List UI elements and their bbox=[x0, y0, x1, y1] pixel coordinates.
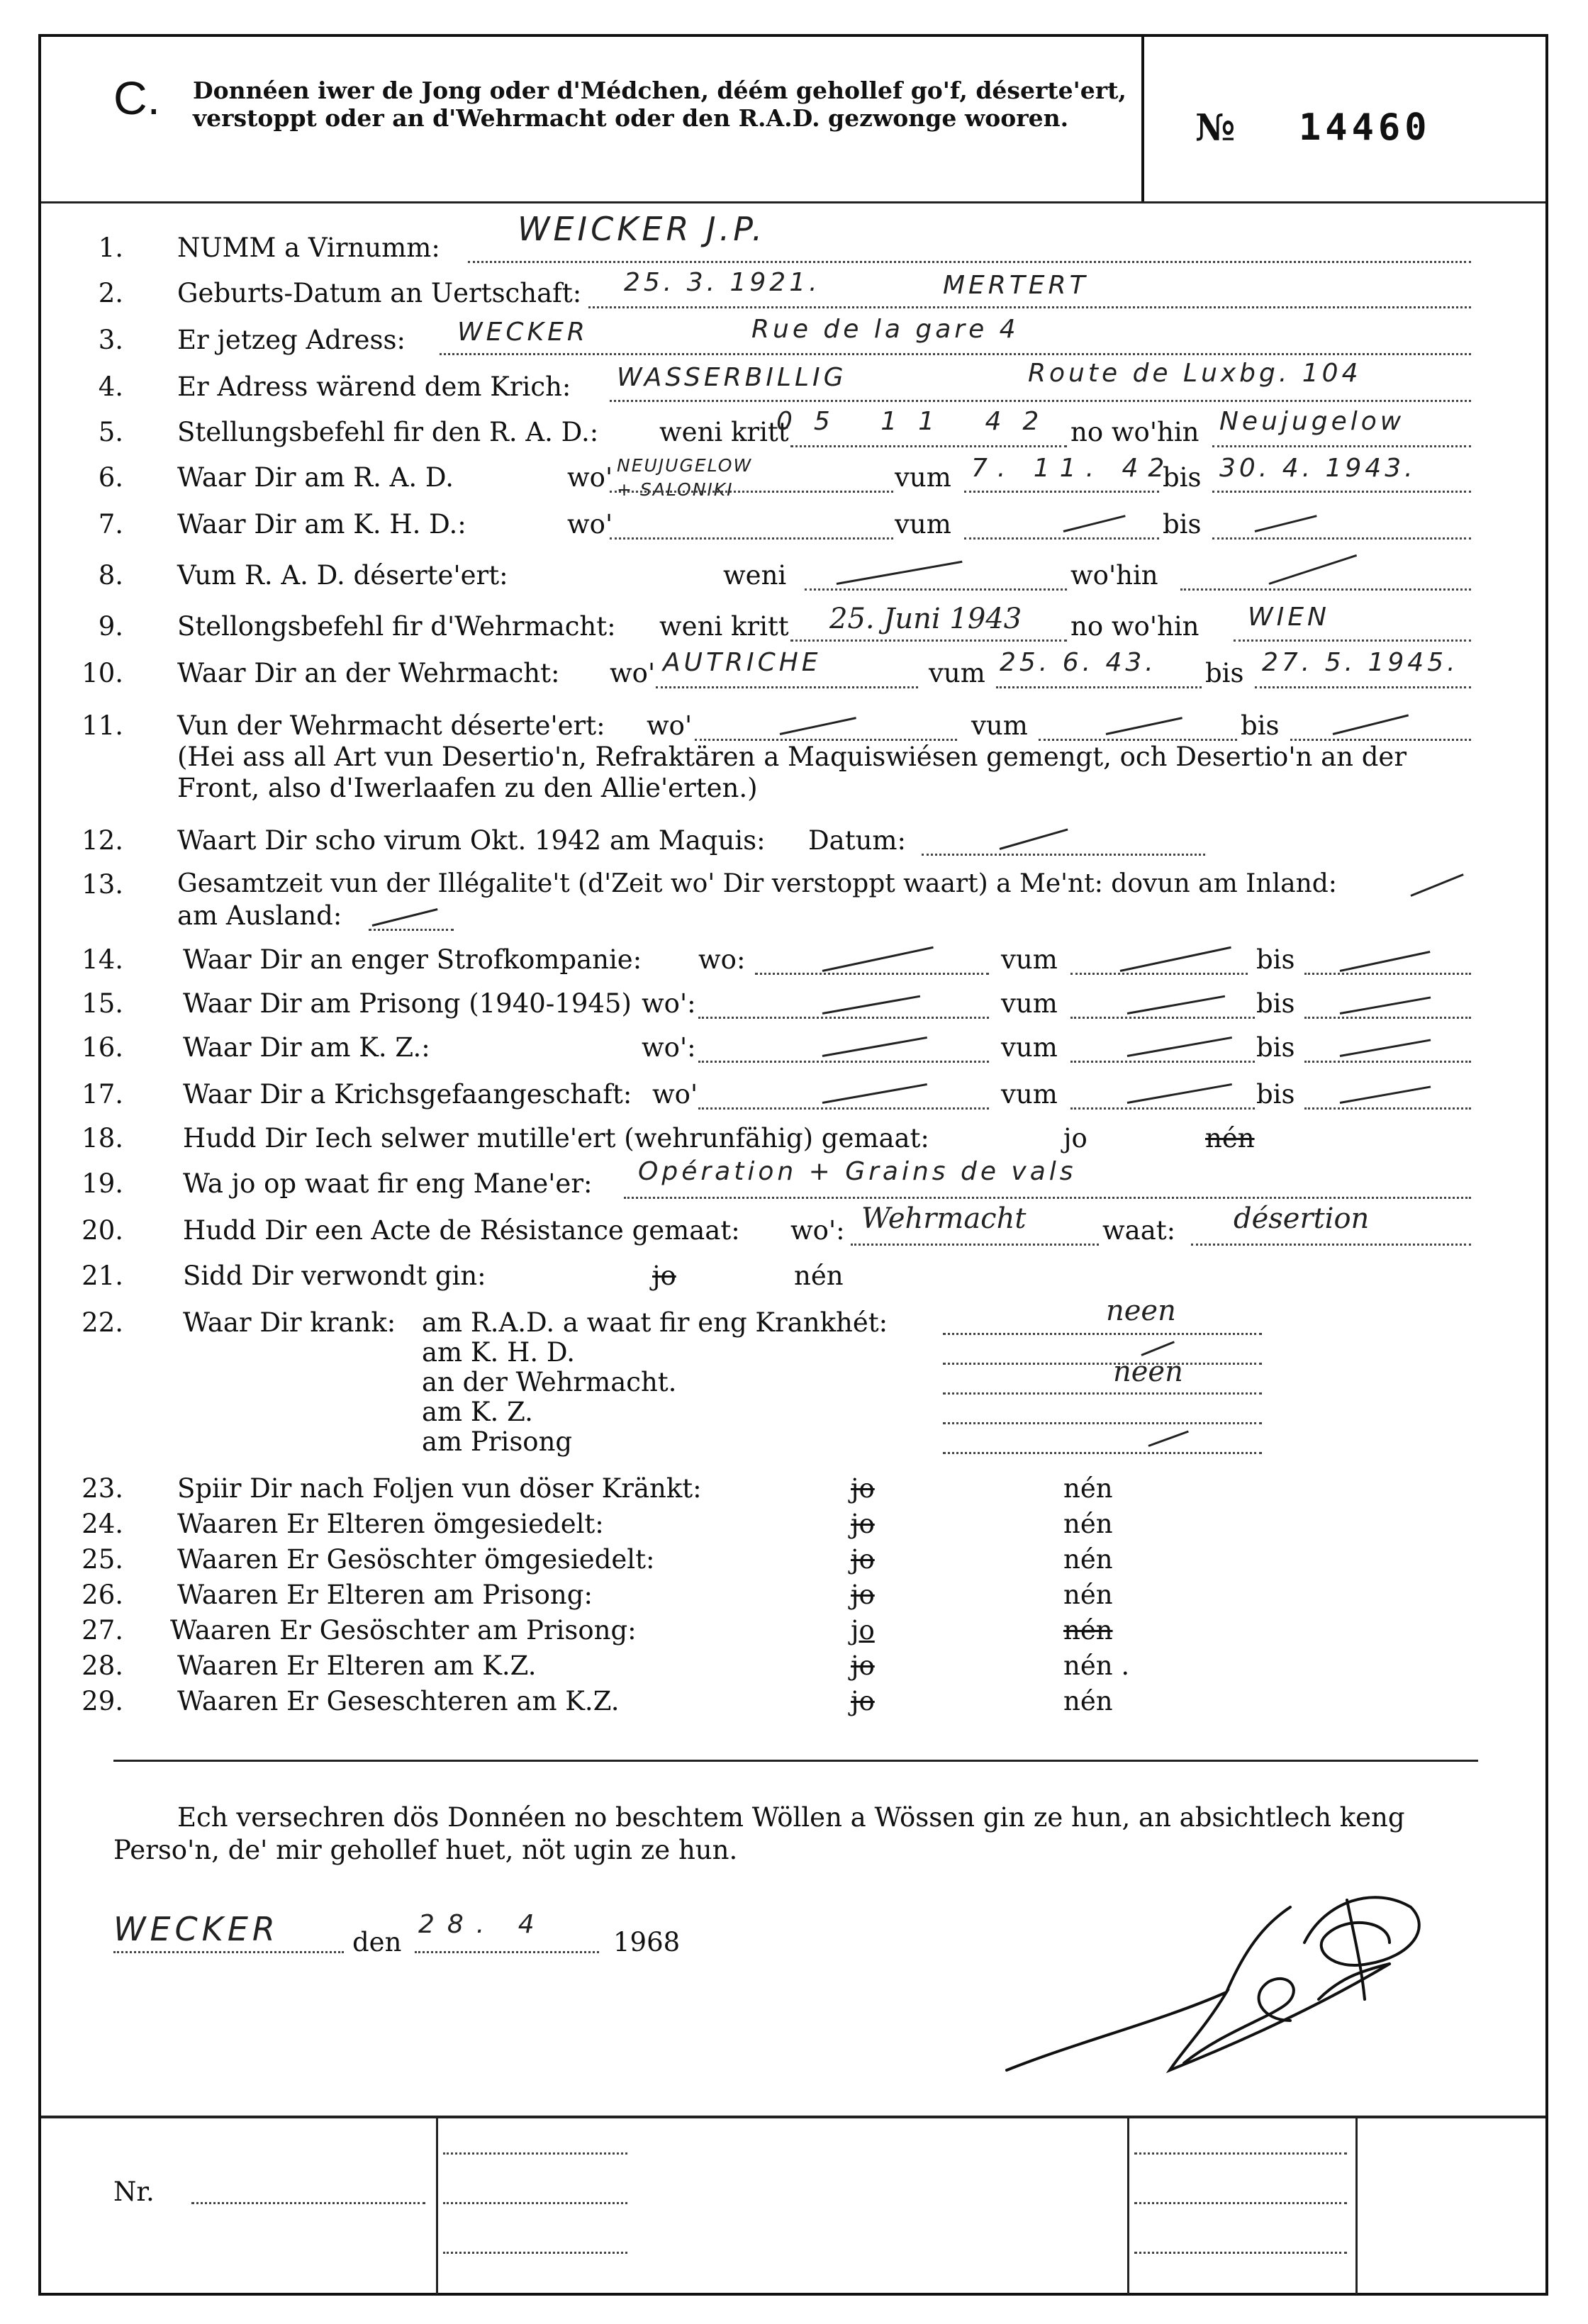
declaration-line-1: Ech versechren dös Donnéen no beschtem Wöllen a Wössen gin ze hun, an absichtlech keng bbox=[177, 1802, 1405, 1833]
wehrmacht-order-date: 25. Juni 1943 bbox=[829, 603, 1022, 635]
header-divider bbox=[1141, 35, 1144, 202]
wo-label: wo' bbox=[610, 658, 656, 688]
section-letter: C. bbox=[113, 72, 160, 124]
dotted-line bbox=[790, 445, 1067, 447]
nen-option: nén bbox=[1063, 1544, 1113, 1575]
address-label: Er jetzeg Adress: bbox=[177, 325, 406, 355]
desertion-note-line-1: (Hei ass all Art vun Desertio'n, Refraktären a Maquiswiésen gemengt, och Desertio'n an der bbox=[177, 742, 1407, 772]
dotted-line bbox=[113, 1951, 344, 1953]
address-value-1: WECKER bbox=[457, 318, 588, 347]
handwritten-signature bbox=[992, 1857, 1432, 2099]
jo-option: jo bbox=[1063, 1123, 1087, 1153]
maquis-label: Waart Dir scho virum Okt. 1942 am Maquis: bbox=[177, 825, 766, 856]
siblings-resettled-label: Waaren Er Gesöschter ömgesiedelt: bbox=[177, 1544, 655, 1575]
weni-kritt-label: weni kritt bbox=[659, 417, 789, 447]
rad-desert-label: Vum R. A. D. déserte'ert: bbox=[177, 560, 508, 591]
row-number: 4. bbox=[98, 371, 123, 402]
dotted-line bbox=[1290, 739, 1471, 741]
dotted-line bbox=[443, 2202, 627, 2204]
vum-label: vum bbox=[895, 462, 951, 493]
dotted-line bbox=[443, 2152, 627, 2155]
wehrmacht-desert-label: Vun der Wehrmacht déserte'ert: bbox=[177, 710, 605, 741]
nen-option: nén bbox=[1063, 1473, 1113, 1504]
dotted-line bbox=[468, 261, 1471, 263]
vum-label: vum bbox=[895, 509, 951, 540]
dotted-line bbox=[1134, 2252, 1347, 2254]
signature-date: 28. 4 bbox=[418, 1910, 547, 1939]
parents-prison-label: Waaren Er Elteren am Prisong: bbox=[177, 1580, 593, 1610]
row-number: 1. bbox=[98, 233, 123, 263]
row-number: 16. bbox=[82, 1032, 123, 1063]
rad-service-place-2: + SALONIKI bbox=[617, 479, 734, 500]
wehrmacht-service-to: 27. 5. 1945. bbox=[1262, 648, 1459, 677]
dotted-line bbox=[943, 1363, 1262, 1365]
dotted-line bbox=[610, 491, 893, 493]
desertion-note-line-2: Front, also d'Iwerlaafen zu den Allie'erten.) bbox=[177, 773, 758, 803]
row-number: 7. bbox=[98, 509, 123, 540]
manner-label: Wa jo op waat fir eng Mane'er: bbox=[183, 1168, 593, 1199]
nen-option: nén bbox=[1063, 1615, 1113, 1646]
den-label: den bbox=[352, 1927, 402, 1957]
name-value: WEICKER J.P. bbox=[518, 210, 766, 248]
dotted-line bbox=[1304, 1017, 1471, 1019]
row-number: 13. bbox=[82, 869, 123, 900]
nr-label: Nr. bbox=[113, 2177, 155, 2207]
row-number: 12. bbox=[82, 825, 123, 856]
strafkompanie-label: Waar Dir an enger Strofkompanie: bbox=[183, 944, 642, 975]
nen-option: nén . bbox=[1063, 1650, 1130, 1681]
dotted-line bbox=[698, 1061, 989, 1063]
footer-divider bbox=[436, 2117, 438, 2294]
jo-option: jo bbox=[851, 1473, 875, 1504]
dotted-line bbox=[698, 1017, 989, 1019]
row-number: 21. bbox=[82, 1261, 123, 1291]
section-title: Donnéen iwer de Jong oder d'Médchen, déém gehollef go'f, déserte'ert, verstoppt oder an d'Wehrmacht oder den R.A.D. gezwonge wooren. bbox=[193, 77, 1126, 132]
datum-label: Datum: bbox=[808, 825, 906, 856]
jo-option: jo bbox=[851, 1650, 875, 1681]
footer-divider bbox=[1127, 2117, 1129, 2294]
vum-label: vum bbox=[971, 710, 1028, 741]
footer-divider bbox=[1355, 2117, 1358, 2294]
siblings-kz-label: Waaren Er Geseschteren am K.Z. bbox=[177, 1686, 620, 1716]
resistance-label: Hudd Dir een Acte de Résistance gemaat: bbox=[183, 1215, 740, 1246]
wehrmacht-service-from: 25. 6. 43. bbox=[1000, 648, 1157, 677]
dotted-line bbox=[790, 639, 1067, 642]
jo-option: jo bbox=[851, 1544, 875, 1575]
jo-option: jo bbox=[851, 1686, 875, 1716]
form-number: 14460 bbox=[1299, 106, 1431, 149]
rad-service-from: 7. 11. 42 bbox=[971, 454, 1175, 483]
signature-place: WECKER bbox=[113, 1910, 279, 1948]
wo-label: wo': bbox=[790, 1215, 845, 1246]
jo-option: jo bbox=[851, 1580, 875, 1610]
rad-order-place: Neujugelow bbox=[1219, 407, 1405, 436]
war-address-value-2: Route de Luxbg. 104 bbox=[1028, 359, 1362, 388]
dotted-line bbox=[1212, 537, 1471, 540]
rad-order-label: Stellungsbefehl fir den R. A. D.: bbox=[177, 417, 599, 447]
sick-rad-label: am R.A.D. a waat fir eng Krankhét: bbox=[422, 1307, 888, 1338]
dotted-line bbox=[1180, 588, 1471, 591]
dotted-line bbox=[610, 400, 1471, 402]
bis-label: bis bbox=[1241, 710, 1280, 741]
row-number: 28. bbox=[82, 1650, 123, 1681]
dotted-line bbox=[1070, 973, 1248, 975]
consequences-label: Spiir Dir nach Foljen vun döser Kränkt: bbox=[177, 1473, 702, 1504]
row-number: 5. bbox=[98, 417, 123, 447]
dotted-line bbox=[624, 1197, 1471, 1199]
sick-label: Waar Dir krank: bbox=[183, 1307, 396, 1338]
wohin-label: wo'hin bbox=[1070, 560, 1158, 591]
resistance-value: désertion bbox=[1234, 1202, 1370, 1235]
wo-label: wo' bbox=[567, 462, 613, 493]
bis-label: bis bbox=[1256, 944, 1295, 975]
bis-label: bis bbox=[1256, 988, 1295, 1019]
rad-service-place-1: NEUJUGELOW bbox=[617, 455, 753, 476]
weni-label: weni bbox=[723, 560, 787, 591]
bis-label: bis bbox=[1163, 462, 1202, 493]
number-symbol: № bbox=[1195, 106, 1236, 150]
jo-option: jo bbox=[652, 1261, 676, 1291]
dotted-line bbox=[1304, 1107, 1471, 1110]
siblings-prison-label: Waaren Er Gesöschter am Prisong: bbox=[170, 1615, 637, 1646]
dotted-line bbox=[1234, 639, 1471, 642]
row-number: 8. bbox=[98, 560, 123, 591]
sick-prison-label: am Prisong bbox=[422, 1426, 573, 1457]
mutilation-label: Hudd Dir Iech selwer mutille'ert (wehrunfähig) gemaat: bbox=[183, 1123, 929, 1153]
row-number: 22. bbox=[82, 1307, 123, 1338]
kz-label: Waar Dir am K. Z.: bbox=[183, 1032, 430, 1063]
vum-label: vum bbox=[929, 658, 985, 688]
dotted-line bbox=[805, 588, 1067, 591]
wehrmacht-service-place: AUTRICHE bbox=[663, 648, 822, 677]
sick-wehrmacht-value: neen bbox=[1113, 1356, 1183, 1388]
dotted-line bbox=[1255, 686, 1471, 688]
wo-label: wo' bbox=[652, 1079, 698, 1110]
illegality-label: Gesamtzeit vun der Illégalite't (d'Zeit wo' Dir verstoppt waart) a Me'nt: dovun am Inland: bbox=[177, 869, 1337, 898]
dotted-line bbox=[964, 537, 1159, 540]
dotted-line bbox=[656, 686, 918, 688]
parents-kz-label: Waaren Er Elteren am K.Z. bbox=[177, 1650, 537, 1681]
wo-label: wo' bbox=[647, 710, 693, 741]
dotted-line bbox=[1212, 491, 1471, 493]
dotted-line bbox=[943, 1452, 1262, 1454]
rad-service-label: Waar Dir am R. A. D. bbox=[177, 462, 454, 493]
dotted-line bbox=[943, 1392, 1262, 1395]
no-wohin-label: no wo'hin bbox=[1070, 611, 1200, 642]
nen-option: nén bbox=[1063, 1509, 1113, 1539]
dotted-line bbox=[588, 306, 1471, 308]
row-number: 14. bbox=[82, 944, 123, 975]
dotted-line bbox=[415, 1951, 599, 1953]
dotted-line bbox=[851, 1244, 1099, 1246]
dotted-line bbox=[698, 1107, 989, 1110]
row-number: 27. bbox=[82, 1615, 123, 1646]
dotted-line bbox=[1304, 973, 1471, 975]
vum-label: vum bbox=[1001, 1079, 1058, 1110]
signature-year: 1968 bbox=[613, 1927, 681, 1957]
vum-label: vum bbox=[1001, 988, 1058, 1019]
khd-label: Waar Dir am K. H. D.: bbox=[177, 509, 466, 540]
sick-wehrmacht-label: an der Wehrmacht. bbox=[422, 1367, 677, 1397]
nen-option: nén bbox=[794, 1261, 844, 1291]
waat-label: waat: bbox=[1102, 1215, 1176, 1246]
nen-option: nén bbox=[1063, 1580, 1113, 1610]
sick-khd-label: am K. H. D. bbox=[422, 1337, 575, 1368]
jo-option: jo bbox=[851, 1615, 875, 1646]
abroad-label: am Ausland: bbox=[177, 900, 342, 931]
rad-order-date: 05 11 42 bbox=[776, 407, 1061, 436]
dotted-line bbox=[755, 973, 989, 975]
dotted-line bbox=[922, 854, 1205, 856]
wounded-label: Sidd Dir verwondt gin: bbox=[183, 1261, 486, 1291]
dotted-line bbox=[943, 1422, 1262, 1424]
wehrmacht-order-label: Stellongsbefehl fir d'Wehrmacht: bbox=[177, 611, 616, 642]
row-number: 2. bbox=[98, 278, 123, 308]
pow-label: Waar Dir a Krichsgefaangeschaft: bbox=[183, 1079, 632, 1110]
declaration-line-2: Perso'n, de' mir gehollef huet, nöt ugin ze hun. bbox=[113, 1835, 738, 1865]
dotted-line bbox=[943, 1333, 1262, 1335]
row-number: 9. bbox=[98, 611, 123, 642]
row-number: 26. bbox=[82, 1580, 123, 1610]
dotted-line bbox=[964, 491, 1159, 493]
row-number: 29. bbox=[82, 1686, 123, 1716]
row-number: 20. bbox=[82, 1215, 123, 1246]
nen-option: nén bbox=[1205, 1123, 1255, 1153]
dotted-line bbox=[1070, 1107, 1255, 1110]
dotted-line bbox=[610, 537, 893, 540]
war-address-value-1: WASSERBILLIG bbox=[617, 363, 847, 392]
birth-date: 25. 3. 1921. bbox=[624, 268, 821, 297]
rad-service-to: 30. 4. 1943. bbox=[1219, 454, 1416, 483]
dotted-line bbox=[440, 353, 1471, 355]
declaration-rule bbox=[113, 1760, 1478, 1762]
row-number: 3. bbox=[98, 325, 123, 355]
wehrmacht-service-label: Waar Dir an der Wehrmacht: bbox=[177, 658, 560, 688]
header-rule bbox=[41, 201, 1545, 203]
vum-label: vum bbox=[1001, 1032, 1058, 1063]
row-number: 19. bbox=[82, 1168, 123, 1199]
dotted-line bbox=[443, 2252, 627, 2254]
footer-rule bbox=[41, 2116, 1545, 2118]
manner-value: Opération + Grains de vals bbox=[638, 1157, 1077, 1186]
prison-label: Waar Dir am Prisong (1940-1945) bbox=[183, 988, 632, 1019]
dotted-line bbox=[1134, 2152, 1347, 2155]
row-number: 17. bbox=[82, 1079, 123, 1110]
bis-label: bis bbox=[1205, 658, 1244, 688]
row-number: 15. bbox=[82, 988, 123, 1019]
bis-label: bis bbox=[1163, 509, 1202, 540]
row-number: 11. bbox=[82, 710, 123, 741]
bis-label: bis bbox=[1256, 1032, 1295, 1063]
row-number: 25. bbox=[82, 1544, 123, 1575]
wo-label: wo: bbox=[698, 944, 746, 975]
no-wohin-label: no wo'hin bbox=[1070, 417, 1200, 447]
row-number: 24. bbox=[82, 1509, 123, 1539]
dotted-line bbox=[369, 929, 454, 931]
wehrmacht-order-place: WIEN bbox=[1248, 603, 1330, 632]
dotted-line bbox=[1039, 739, 1237, 741]
birth-label: Geburts-Datum an Uertschaft: bbox=[177, 278, 582, 308]
wo-label: wo': bbox=[642, 1032, 696, 1063]
dotted-line bbox=[1191, 1244, 1471, 1246]
dotted-line bbox=[1304, 1061, 1471, 1063]
row-number: 10. bbox=[82, 658, 123, 688]
nen-option: nén bbox=[1063, 1686, 1113, 1716]
dotted-line bbox=[1212, 445, 1471, 447]
name-label: NUMM a Virnumm: bbox=[177, 233, 440, 263]
resistance-place: Wehrmacht bbox=[861, 1202, 1027, 1235]
address-value-2: Rue de la gare 4 bbox=[751, 315, 1019, 344]
row-number: 6. bbox=[98, 462, 123, 493]
dotted-line bbox=[1070, 1017, 1255, 1019]
dotted-line bbox=[695, 739, 957, 741]
row-number: 18. bbox=[82, 1123, 123, 1153]
parents-resettled-label: Waaren Er Elteren ömgesiedelt: bbox=[177, 1509, 604, 1539]
wo-label: wo' bbox=[567, 509, 613, 540]
dotted-line bbox=[1134, 2202, 1347, 2204]
wo-label: wo': bbox=[642, 988, 696, 1019]
dotted-line bbox=[191, 2202, 425, 2204]
weni-kritt-label: weni kritt bbox=[659, 611, 789, 642]
dotted-line bbox=[1070, 1061, 1255, 1063]
vum-label: vum bbox=[1001, 944, 1058, 975]
jo-option: jo bbox=[851, 1509, 875, 1539]
sick-kz-label: am K. Z. bbox=[422, 1397, 533, 1427]
bis-label: bis bbox=[1256, 1079, 1295, 1110]
war-address-label: Er Adress wärend dem Krich: bbox=[177, 371, 571, 402]
sick-rad-value: neen bbox=[1106, 1295, 1176, 1327]
row-number: 23. bbox=[82, 1473, 123, 1504]
birth-place: MERTERT bbox=[943, 271, 1089, 300]
dotted-line bbox=[996, 686, 1202, 688]
